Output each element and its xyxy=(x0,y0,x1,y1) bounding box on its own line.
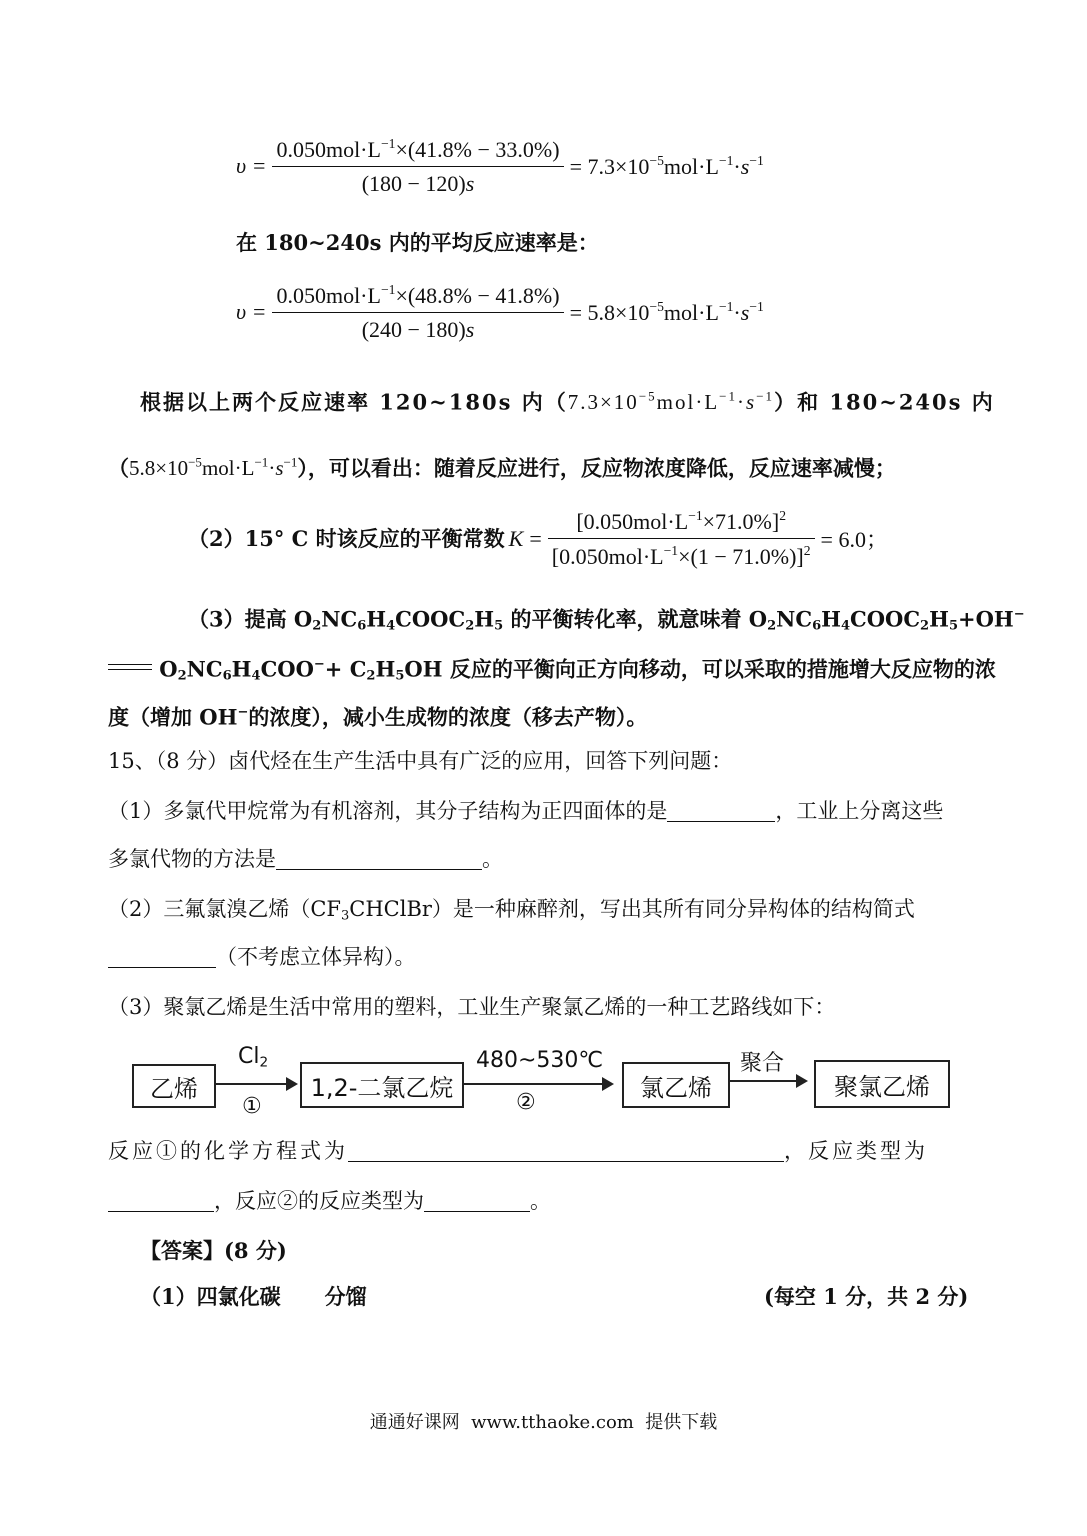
flow-box-dichloroethane: 1,2-二氯乙烷 xyxy=(300,1062,464,1108)
q15-part3-intro: （3）聚氯乙烯是生活中常用的塑料，工业生产聚氯乙烯的一种工艺路线如下： xyxy=(108,995,836,1019)
rate-comparison-line-2: $(5.8\times 10^{-5}mol\cdot L^{-1}\cdot s^{-1})$，可以看出：随着反应进行，反应物浓度降低，反应速率减慢； xyxy=(108,455,896,481)
answer-part1-score: (每空 1 分，共 2 分) xyxy=(764,1284,969,1309)
q15-part2-line-2: （不考虑立体异构）。 xyxy=(108,942,416,972)
eq1-lhs: υ = xyxy=(236,153,267,179)
equilibrium-constant-equation: （2）15° C 时该反应的平衡常数 K = $\frac{[0.050mol\cdot L^{-1}\times 71.0\%]^2}{[0.050mol\cdot L^{-1}\times(1 - 71.0\%)]^2}$ = 6.0； xyxy=(188,508,888,569)
answer-blank-2[interactable] xyxy=(276,847,482,870)
q15-part1-line-2: 多氯代物的方法是 。 xyxy=(108,847,503,871)
q15-part3-line-2: ，反应②的反应类型为 。 xyxy=(108,1186,551,1216)
eq2-fraction: $\frac{0.050mol\cdot L^{-1}\times(48.8\% - 41.8\%)}{(240 - 180)s}$ xyxy=(272,282,563,343)
flow-label-temperature: 480~530℃ xyxy=(476,1048,604,1073)
rate-equation-2: υ = $\frac{0.050mol\cdot L^{-1}\times(48.8\% - 41.8\%)}{(240 - 180)s}$ = $5.8\times 10^{-5}mol\cdot L^{-1}\cdot s^{-1}$ xyxy=(236,282,764,342)
eq3-fraction: $\frac{[0.050mol\cdot L^{-1}\times 71.0\%]^2}{[0.050mol\cdot L^{-1}\times(1 - 71.0\%)]^2}$ xyxy=(548,508,815,570)
rate-comparison-line-1: 根据以上两个反应速率 120~180s 内$(7.3\times 10^{-5}mol\cdot L^{-1}\cdot s^{-1})$和 180~240s 内 xyxy=(140,389,995,415)
q15-part2-line-1: （2）三氟氯溴乙烯$(CF_3CHClBr)$是一种麻醉剂，写出其所有同分异构体的结构简式 xyxy=(108,897,915,924)
answer-part1: （1）四氯化碳 分馏 xyxy=(140,1284,367,1309)
flow-label-step2: ② xyxy=(516,1090,536,1115)
q15-part3-line-1: 反应①的化学方程式为 ，反应类型为 xyxy=(108,1139,928,1163)
part3-line-1: （3）提高 $O_2NC_6H_4COOC_2H_5$ 的平衡转化率，就意味着 $O_2NC_6H_4COOC_2H_5+OH^-$ xyxy=(188,606,1025,634)
flow-label-step1: ① xyxy=(242,1094,262,1119)
eq1-rhs: = $7.3\times 10^{-5}mol\cdot L^{-1}\cdot s^{-1}$ xyxy=(569,153,764,179)
flow-arrow-3-icon xyxy=(728,1080,806,1082)
q15-part1-line-1: （1）多氯代甲烷常为有机溶剂，其分子结构为正四面体的是 ，工业上分离这些 xyxy=(108,799,944,823)
rate-180-240-heading: 在 180~240s 内的平均反应速率是： xyxy=(236,230,599,255)
page-footer: 通通好课网 www.tthaoke.com 提供下载 xyxy=(369,1412,718,1433)
answer-blank-3[interactable] xyxy=(108,945,216,968)
eq1-fraction: $\frac{0.050mol\cdot L^{-1}\times(41.8\% - 33.0\%)}{(180 - 120)s}$ xyxy=(272,136,563,197)
equilibrium-arrow-icon xyxy=(108,660,152,674)
flow-arrow-2-icon xyxy=(462,1083,612,1085)
answer-blank-4[interactable] xyxy=(348,1139,784,1162)
part3-line-3: 度（增加 OH−的浓度），减小生成物的浓度（移去产物）。 xyxy=(108,704,648,730)
rate-equation-1 xyxy=(236,136,764,197)
answer-blank-6[interactable] xyxy=(424,1189,530,1212)
answer-blank-1[interactable] xyxy=(667,799,775,822)
flow-box-vinyl-chloride: 氯乙烯 xyxy=(622,1062,730,1108)
answer-heading: 【答案】(8 分) xyxy=(140,1238,287,1263)
answer-blank-5[interactable] xyxy=(108,1189,214,1212)
flow-label-polymerization: 聚合 xyxy=(740,1051,785,1076)
flow-box-pvc: 聚氯乙烯 xyxy=(814,1060,950,1108)
part3-line-2: $O_2NC_6H_4COO^-+ C_2H_5OH$ 反应的平衡向正方向移动，可以采取的措施增大反应物的浓 xyxy=(108,650,996,692)
flow-box-ethylene: 乙烯 xyxy=(132,1064,216,1108)
flow-arrow-1-icon xyxy=(214,1083,296,1085)
question-15-title: 15、（8 分）卤代烃在生产生活中具有广泛的应用，回答下列问题： xyxy=(108,749,733,773)
eq2-rhs: = $5.8\times 10^{-5}mol\cdot L^{-1}\cdot s^{-1}$ xyxy=(569,299,764,325)
flow-label-cl2: $Cl_2$ xyxy=(238,1044,269,1071)
